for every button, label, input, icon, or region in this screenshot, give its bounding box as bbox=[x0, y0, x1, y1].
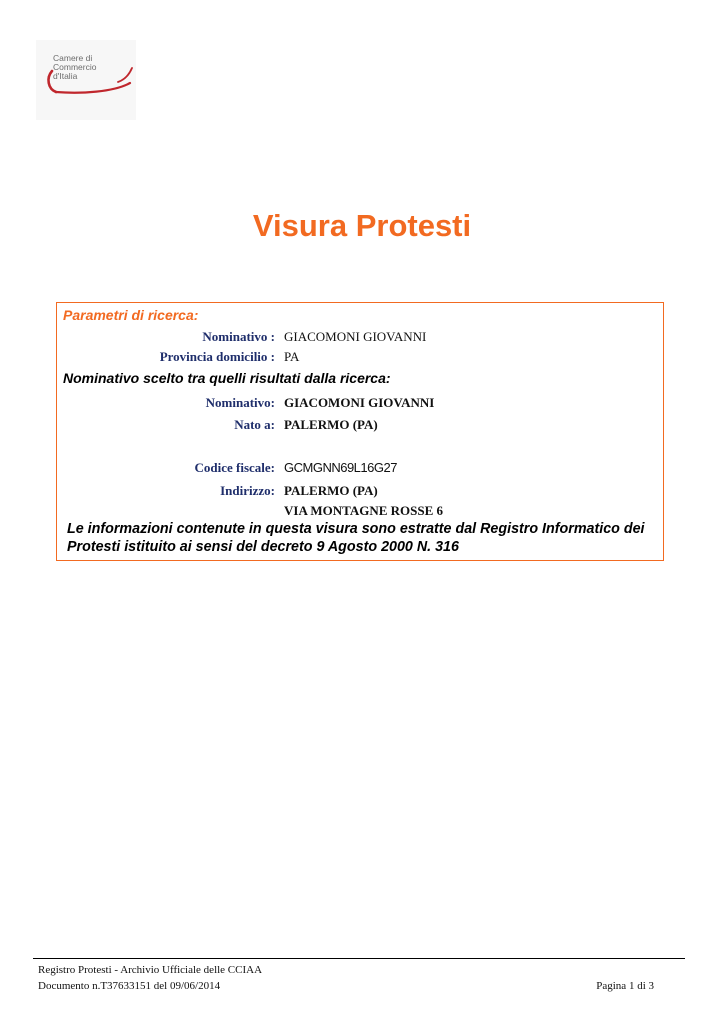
codice-fiscale-label: Codice fiscale: bbox=[194, 460, 275, 475]
nominativo-label: Nominativo: bbox=[205, 395, 275, 410]
info-line-1: Le informazioni contenute in questa visura sono estratte dal Registro Informatico dei bbox=[67, 521, 645, 537]
nominativo-search-value: GIACOMONI GIOVANNI bbox=[284, 329, 427, 344]
indirizzo-value: PALERMO (PA) bbox=[284, 483, 378, 498]
nominativo-search-label: Nominativo : bbox=[202, 329, 275, 344]
logo-line-1: Camere di Commercio bbox=[53, 53, 97, 72]
provincia-label: Provincia domicilio : bbox=[159, 349, 275, 364]
chamber-logo bbox=[36, 40, 136, 120]
document-title: Visura Protesti bbox=[252, 208, 472, 243]
parametri-heading: Parametri di ricerca: bbox=[63, 307, 199, 323]
nominativo-scelto-heading: Nominativo scelto tra quelli risultati dalla ricerca: bbox=[63, 370, 391, 386]
search-results-box bbox=[56, 302, 664, 561]
provincia-value: PA bbox=[284, 349, 300, 364]
codice-fiscale-value: GCMGNN69L16G27 bbox=[284, 460, 397, 475]
nato-label: Nato a: bbox=[234, 417, 275, 432]
nato-value: PALERMO (PA) bbox=[284, 417, 378, 432]
indirizzo-via: VIA MONTAGNE ROSSE 6 bbox=[284, 503, 444, 518]
info-line-2: Protesti istituito ai sensi del decreto 9 Agosto 2000 N. 316 bbox=[67, 539, 459, 555]
footer-divider bbox=[33, 958, 685, 959]
footer-page-number: Pagina 1 di 3 bbox=[596, 980, 654, 992]
logo-line-2: d'Italia bbox=[53, 71, 78, 81]
nominativo-value: GIACOMONI GIOVANNI bbox=[284, 395, 435, 410]
footer-archive: Registro Protesti - Archivio Ufficiale delle CCIAA bbox=[38, 964, 263, 976]
footer-document-number: Documento n.T37633151 del 09/06/2014 bbox=[38, 980, 221, 992]
indirizzo-label: Indirizzo: bbox=[220, 483, 275, 498]
logo-text bbox=[53, 54, 136, 81]
